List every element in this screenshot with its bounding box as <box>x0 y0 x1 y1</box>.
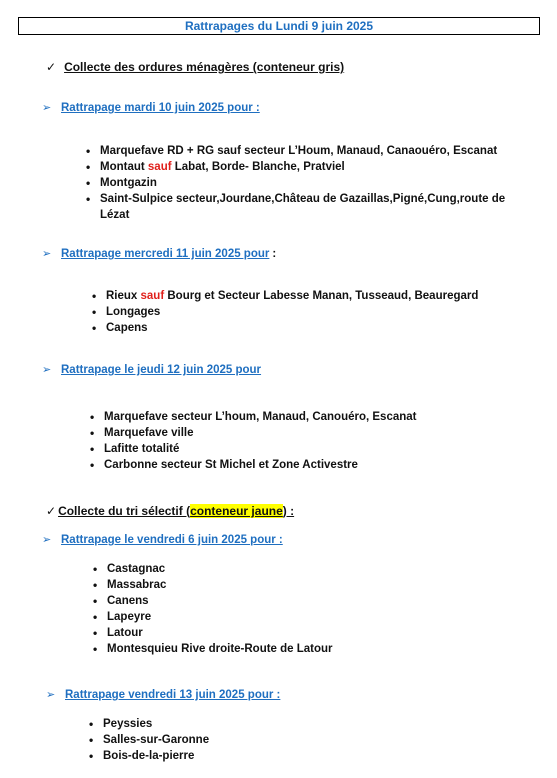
list-item: • Marquefave ville <box>90 425 530 441</box>
arrow-bullet-icon: ➢ <box>42 248 52 260</box>
check-icon: ✓ <box>46 60 57 74</box>
rattrapage-vendredi-6-heading <box>42 532 283 548</box>
list-vendredi-13 <box>89 716 529 764</box>
arrow-bullet-icon: ➢ <box>42 534 52 546</box>
list-item: • Canens <box>93 593 533 609</box>
arrow-bullet-icon: ➢ <box>42 364 52 376</box>
list-item: • Castagnac <box>93 561 533 577</box>
list-vendredi-6 <box>93 561 533 657</box>
list-item: • Salles-sur-Garonne <box>89 732 529 748</box>
rattrapage-vendredi-6-label: Rattrapage le vendredi 6 juin 2025 pour : <box>61 534 283 546</box>
list-item: • Peyssies <box>89 716 529 732</box>
arrow-bullet-icon: ➢ <box>42 102 52 114</box>
rattrapage-mercredi-heading: ➢ Rattrapage mercredi 11 juin 2025 pour : <box>42 248 277 260</box>
section-jaune-label: Collecte du tri sélectif (conteneur jaune) : <box>58 504 295 518</box>
rattrapage-mercredi-label: Rattrapage mercredi 11 juin 2025 pour <box>61 248 270 260</box>
rattrapage-jeudi-label: Rattrapage le jeudi 12 juin 2025 pour <box>61 364 262 376</box>
list-item: • Lafitte totalité <box>90 441 530 457</box>
rattrapage-vendredi-13-label: Rattrapage vendredi 13 juin 2025 pour : <box>65 689 281 701</box>
list-item: • Carbonne secteur St Michel et Zone Activestre <box>90 457 530 473</box>
list-item: • Montesquieu Rive droite-Route de Latour <box>93 641 533 657</box>
list-item: • Lapeyre <box>93 609 533 625</box>
list-item: • Bois-de-la-pierre <box>89 748 529 764</box>
list-mardi <box>86 143 531 223</box>
rattrapage-mardi-label: Rattrapage mardi 10 juin 2025 pour : <box>61 102 260 114</box>
list-item: • Marquefave secteur L’houm, Manaud, Canouéro, Escanat <box>90 409 530 425</box>
conteneur-jaune-highlight: conteneur jaune <box>190 504 283 518</box>
rattrapage-jeudi-heading <box>42 362 261 378</box>
list-item: • Capens <box>92 320 532 336</box>
list-item: • Saint-Sulpice secteur,Jourdane,Château de Gazaillas,Pigné,Cung,route de Lézat <box>86 191 531 223</box>
list-item: • Marquefave RD + RG sauf secteur L’Houm, Manaud, Canaouéro, Escanat <box>86 143 531 159</box>
list-item: • Longages <box>92 304 532 320</box>
rattrapage-mardi-heading <box>42 100 260 116</box>
page-title: Rattrapages du Lundi 9 juin 2025 <box>18 17 540 35</box>
list-mercredi <box>92 288 532 336</box>
section-gris-heading <box>46 59 344 75</box>
section-jaune-heading <box>46 503 294 519</box>
list-item: • Rieux sauf Bourg et Secteur Labesse Manan, Tusseaud, Beauregard <box>92 288 532 304</box>
list-jeudi <box>90 409 530 473</box>
rattrapage-vendredi-13-heading <box>46 687 280 703</box>
section-gris-label: Collecte des ordures ménagères (conteneur gris) <box>64 60 345 74</box>
arrow-bullet-icon: ➢ <box>46 689 56 701</box>
check-icon: ✓ <box>46 504 57 518</box>
list-item: • Massabrac <box>93 577 533 593</box>
list-item: • Latour <box>93 625 533 641</box>
list-item: • Montgazin <box>86 175 531 191</box>
list-item: • Montaut sauf Labat, Borde- Blanche, Pratviel <box>86 159 531 175</box>
